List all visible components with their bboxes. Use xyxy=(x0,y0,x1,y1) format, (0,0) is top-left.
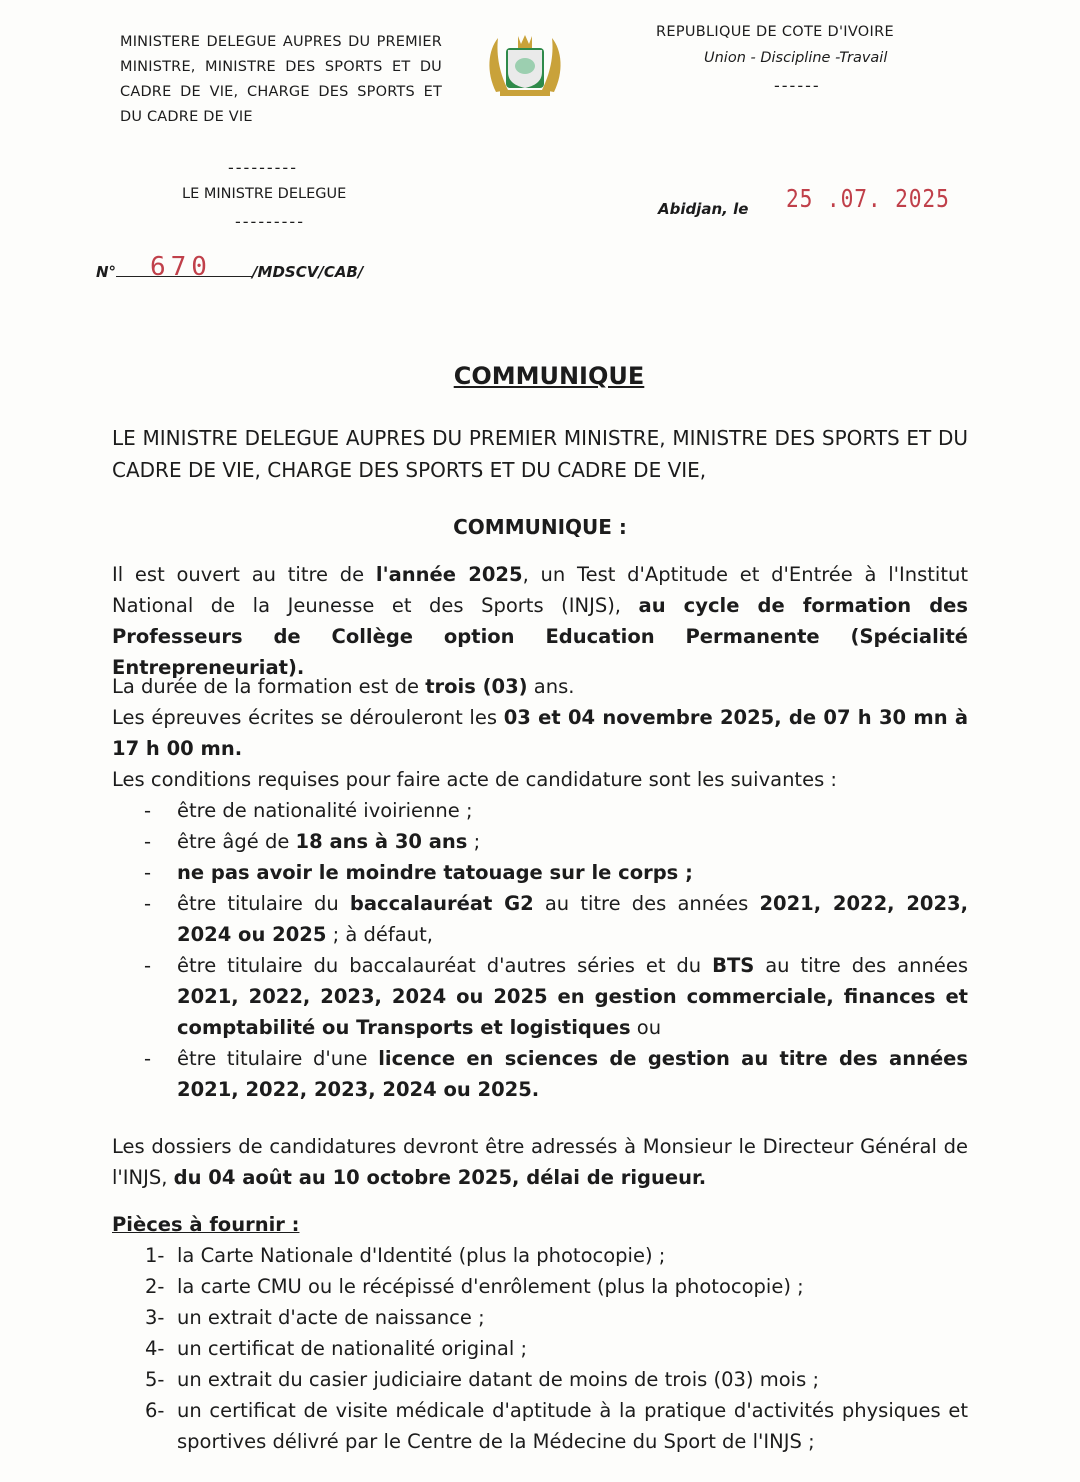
dossiers-dates: du 04 août au 10 octobre 2025, délai de rigueur. xyxy=(173,1166,707,1189)
list-item xyxy=(112,857,968,888)
list-marker: - xyxy=(144,892,152,915)
pieces-title: Pièces à fournir : xyxy=(112,1213,300,1236)
conditions-list xyxy=(112,795,968,1105)
condition-bold: BTS xyxy=(712,954,755,977)
reference-prefix: N° xyxy=(96,263,117,281)
piece-text: un certificat de visite médicale d'aptitude à la pratique d'activités physiques et sportives délivré par le Centre de la Médecine du Sport de l'INJS ; xyxy=(177,1399,968,1453)
piece-text: la carte CMU ou le récépissé d'enrôlement (plus la photocopie) ; xyxy=(177,1275,804,1298)
exams-dates: 03 et 04 novembre 2025, de 07 h 30 mn à 17 h 00 mn. xyxy=(112,706,969,760)
list-item xyxy=(112,1043,968,1105)
list-number: 3- xyxy=(145,1306,165,1329)
condition-text: au titre des années xyxy=(754,954,968,977)
list-item xyxy=(112,1333,968,1364)
duration-value: trois (03) xyxy=(425,675,528,698)
intro-text: Il est ouvert au titre de xyxy=(112,563,376,586)
list-item xyxy=(112,888,968,950)
separator: --------- xyxy=(235,212,305,231)
intro-text: , un Test d'Aptitude et d'Entrée à l'Institut National de la Jeunesse et des Sports (INJS), xyxy=(112,563,968,617)
conditions-intro: Les conditions requises pour faire acte de candidature sont les suivantes : xyxy=(112,768,837,791)
intro-cycle: au cycle de formation des Professeurs de Collège option Education Permanente (Spécialité Entrepreneuriat). xyxy=(112,594,968,679)
ministry-name: MINISTERE DELEGUE AUPRES DU PREMIER MINISTRE, MINISTRE DES SPORTS ET DU CADRE DE VIE, CHARGE DES SPORTS ET DU CADRE DE VIE xyxy=(120,34,442,125)
list-item xyxy=(112,1395,968,1457)
reference-line xyxy=(96,262,363,281)
intro-year: l'année 2025 xyxy=(375,563,523,586)
list-marker: - xyxy=(144,954,152,977)
list-number: 1- xyxy=(145,1244,165,1267)
condition-bold: 2021, 2022, 2023, 2024 ou 2025 en gestion commerciale, finances et comptabilité ou Transports et logistiques xyxy=(177,985,968,1039)
condition-text: ; xyxy=(467,830,481,853)
condition-bold: 2021, 2022, 2023, 2024 ou 2025 xyxy=(177,892,969,946)
list-item xyxy=(112,1364,968,1395)
piece-text: un extrait d'acte de naissance ; xyxy=(177,1306,485,1329)
exams-text: Les épreuves écrites se dérouleront les xyxy=(112,706,504,729)
list-number: 5- xyxy=(145,1368,165,1391)
list-item xyxy=(112,795,968,826)
piece-text: un extrait du casier judiciaire datant de moins de trois (03) mois ; xyxy=(177,1368,820,1391)
minister-title: LE MINISTRE DELEGUE xyxy=(182,186,347,202)
national-motto: Union - Discipline -Travail xyxy=(704,50,888,66)
cote-divoire-coat-of-arms-icon xyxy=(480,32,570,102)
reference-suffix: /MDSCV/CAB/ xyxy=(252,263,364,281)
list-number: 4- xyxy=(145,1337,165,1360)
date-stamp: 25 .07. 2025 xyxy=(786,184,950,213)
condition-text: être âgé de xyxy=(177,830,296,853)
duration-text: La durée de la formation est de xyxy=(112,675,426,698)
list-item xyxy=(112,1271,968,1302)
dossiers-text: Les dossiers de candidatures devront être adressés à Monsieur le Directeur Général de l'INJS, xyxy=(112,1135,968,1189)
condition-bold: ne pas avoir le moindre tatouage sur le corps ; xyxy=(177,861,693,884)
condition-text: ; à défaut, xyxy=(326,923,433,946)
condition-text: être de nationalité ivoirienne ; xyxy=(177,799,473,822)
list-marker: - xyxy=(144,830,152,853)
list-number: 2- xyxy=(145,1275,165,1298)
separator: ------ xyxy=(774,76,821,95)
list-marker: - xyxy=(144,861,152,884)
page-title: COMMUNIQUE xyxy=(453,362,645,390)
condition-text: être titulaire du xyxy=(177,892,350,915)
list-number: 6- xyxy=(145,1399,165,1422)
condition-bold: licence en sciences de gestion au titre des années 2021, 2022, 2023, 2024 ou 2025. xyxy=(177,1047,969,1101)
communique-subheading: COMMUNIQUE : xyxy=(453,515,627,539)
condition-bold: 18 ans à 30 ans xyxy=(295,830,468,853)
dossiers-paragraph xyxy=(112,1131,968,1193)
list-item xyxy=(112,826,968,857)
separator: --------- xyxy=(228,158,298,177)
pieces-section xyxy=(112,1209,968,1457)
piece-text: un certificat de nationalité original ; xyxy=(177,1337,528,1360)
pieces-list xyxy=(112,1240,968,1457)
condition-bold: baccalauréat G2 xyxy=(349,892,534,915)
reference-number-stamp: 670 xyxy=(150,252,212,282)
piece-text: la Carte Nationale d'Identité (plus la photocopie) ; xyxy=(177,1244,666,1267)
condition-text: être titulaire d'une xyxy=(177,1047,379,1070)
republic-name: REPUBLIQUE DE COTE D'IVOIRE xyxy=(656,24,894,40)
list-marker: - xyxy=(144,799,152,822)
duration-text: ans. xyxy=(527,675,575,698)
condition-text: ou xyxy=(630,1016,662,1039)
communique-heading: LE MINISTRE DELEGUE AUPRES DU PREMIER MINISTRE, MINISTRE DES SPORTS ET DU CADRE DE VIE, CHARGE DES SPORTS ET DU CADRE DE VIE, xyxy=(112,426,968,482)
condition-text: être titulaire du baccalauréat d'autres séries et du xyxy=(177,954,713,977)
date-place: Abidjan, le xyxy=(658,200,749,218)
list-marker: - xyxy=(144,1047,152,1070)
list-item xyxy=(112,1240,968,1271)
list-item xyxy=(112,950,968,1043)
condition-text: au titre des années xyxy=(533,892,760,915)
details-section xyxy=(112,671,968,1105)
list-item xyxy=(112,1302,968,1333)
intro-paragraph xyxy=(112,559,968,683)
